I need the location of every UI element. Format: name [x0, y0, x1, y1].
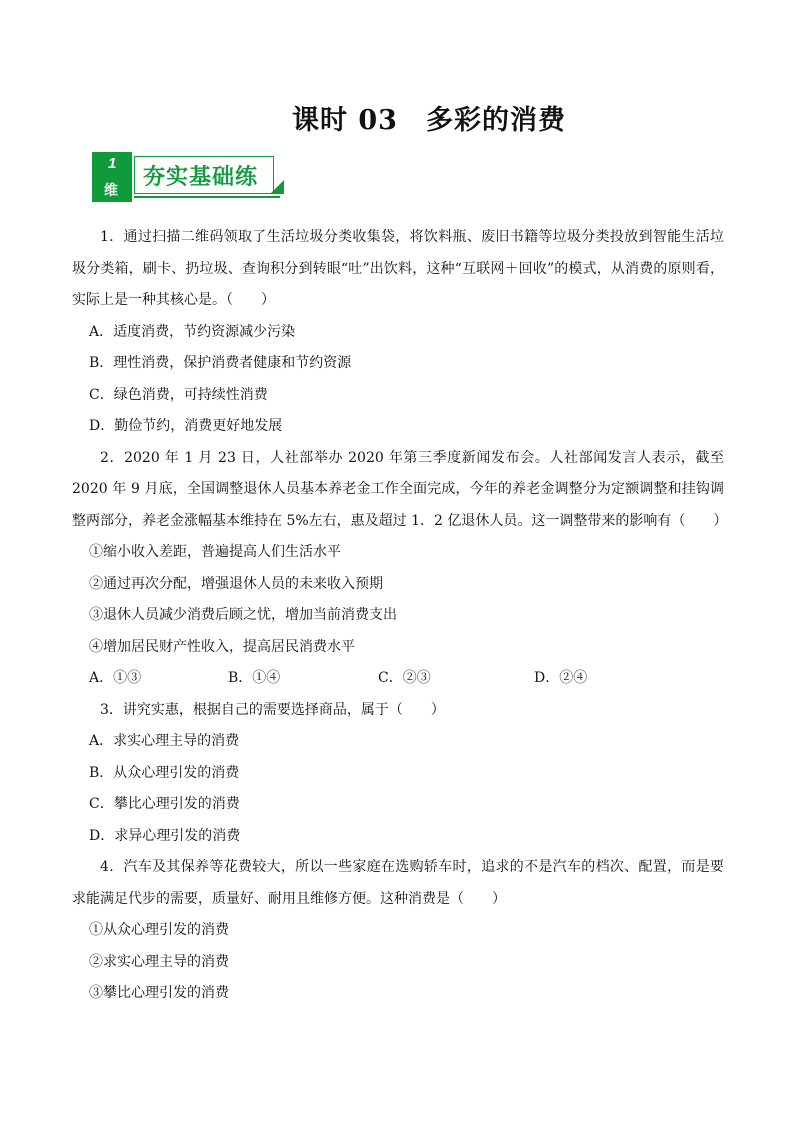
answer-choices [72, 663, 724, 695]
badge-suffix: 维 [104, 183, 118, 199]
page-title [292, 98, 566, 137]
question-stem: 2．2020 年 1 月 23 日，人社部举办 2020 年第三季度新闻发布会。人社部闻发言人表示，截至 2020 年 9 月底，全国调整退休人员基本养老金工作全面完成，今年的养老金调整分为定额调整和挂钩调整两部分，养老金涨幅基本维持在 5%左右，惠及超过 1．2 亿退休人员。这一调整带来的影响有（ ） [72, 449, 728, 529]
option-c: C．绿色消费，可持续性消费 [89, 386, 268, 403]
option-b: B．理性消费，保护消费者健康和节约资源 [89, 355, 352, 371]
title-topic: 多彩的消费 [425, 105, 566, 136]
option-b: B．从众心理引发的消费 [89, 764, 240, 781]
statement-item: ③退休人员减少消费后顾之忧，增加当前消费支出 [89, 607, 397, 623]
statement-item: ③攀比心理引发的消费 [89, 985, 229, 1001]
statement-item: ①从众心理引发的消费 [89, 922, 229, 938]
option-a: A．求实心理主导的消费 [89, 733, 240, 749]
choice-c: C．②③ [378, 670, 431, 686]
question-stem: 3．讲究实惠，根据自己的需要选择商品，属于（ ） [100, 701, 445, 718]
option-a: A．适度消费，节约资源减少污染 [89, 323, 296, 340]
option-d: D．勤俭节约，消费更好地发展 [89, 418, 283, 434]
choice-d: D．②④ [534, 670, 588, 686]
badge-underline [134, 196, 280, 198]
statement-item: ②通过再次分配，增强退休人员的未来收入预期 [89, 575, 383, 592]
statement-item: ①缩小收入差距，普遍提高人们生活水平 [89, 544, 341, 560]
title-lesson: 课时 03 [292, 105, 398, 136]
badge-number: 1 [108, 155, 117, 172]
question-stem: 1．通过扫描二维码领取了生活垃圾分类收集袋，将饮料瓶、废旧书籍等垃圾分类投放到智能生活垃圾分类箱，刷卡、扔垃圾、查询积分到转眼“吐”出饮料，这种“互联网＋回收”的模式，从消费的原则看，实际上是一种其核心是。（ ） [72, 229, 724, 308]
section-number-badge [92, 152, 132, 202]
question-stem: 4．汽车及其保养等花费较大，所以一些家庭在选购轿车时，追求的不是汽车的档次、配置，而是要求能满足代步的需要，质量好、耐用且维修方便。这种消费是（ ） [72, 859, 724, 907]
section-label: 夯实基础练 [143, 165, 259, 190]
choice-a: A．①③ [89, 670, 142, 686]
option-c: C．攀比心理引发的消费 [89, 796, 240, 812]
choice-b: B．①④ [228, 670, 281, 686]
option-d: D．求异心理引发的消费 [89, 827, 241, 844]
question-list [72, 222, 728, 1010]
statement-item: ②求实心理主导的消费 [89, 953, 229, 970]
statement-item: ④增加居民财产性收入，提高居民消费水平 [89, 638, 355, 655]
badge-corner-decoration [270, 180, 284, 194]
